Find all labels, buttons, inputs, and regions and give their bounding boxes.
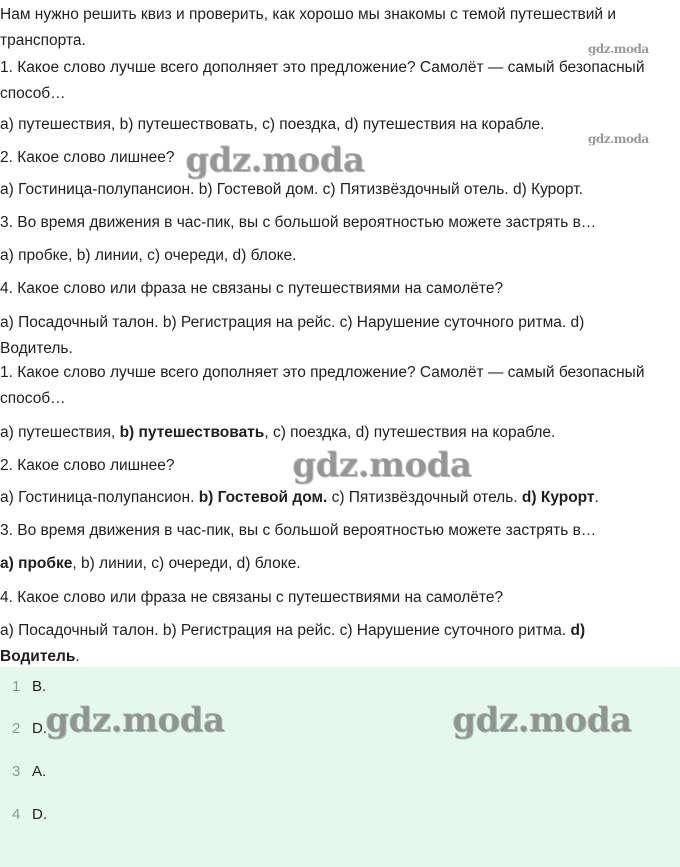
solved-question-3: 3. Во время движения в час-пик, вы с большой вероятностью можете застрять в…: [0, 522, 597, 539]
option-text: , b) линии, c) очереди, d) блоке.: [72, 555, 301, 572]
option-text: .: [75, 648, 80, 665]
option-text: c) Пятизвёздочный отель.: [327, 489, 522, 506]
watermark: gdz.moda: [45, 700, 225, 740]
correct-option: d) Курорт: [521, 489, 595, 506]
correct-option: Водитель: [0, 648, 76, 665]
answer-number: 1: [12, 678, 21, 695]
answer-row: [0, 674, 680, 700]
intro-line-2: транспорта.: [0, 32, 86, 49]
solved-question-1-options: [0, 420, 676, 446]
watermark: gdz.moda: [452, 700, 632, 740]
correct-option: b) Гостевой дом.: [198, 489, 328, 506]
question-3: 3. Во время движения в час-пик, вы с большой вероятностью можете застрять в…: [0, 214, 597, 231]
option-text: .: [594, 489, 599, 506]
option-text: a) путешествия,: [0, 424, 120, 441]
answer-text: D.: [32, 806, 47, 823]
question-4: 4. Какое слово или фраза не связаны с путешествиями на самолёте?: [0, 280, 504, 297]
question-1-line-1: 1. Какое слово лучше всего дополняет это предложение? Самолёт — самый безопасный: [0, 59, 645, 76]
question-1-options: a) путешествия, b) путешествовать, c) поездка, d) путешествия на корабле.: [0, 116, 545, 133]
answer-row: [0, 716, 680, 742]
question-2: 2. Какое слово лишнее?: [0, 149, 175, 166]
answer-number: 3: [12, 763, 21, 780]
question-3-options: a) пробке, b) линии, c) очереди, d) блоке.: [0, 247, 297, 264]
option-text: , c) поездка, d) путешествия на корабле.: [264, 424, 556, 441]
question-4-options-line-2: Водитель.: [0, 340, 73, 357]
solved-question-1-line-1: 1. Какое слово лучше всего дополняет это предложение? Самолёт — самый безопасный: [0, 364, 645, 381]
answers-block: [0, 667, 680, 867]
question-1-line-2: способ…: [0, 85, 66, 102]
question-2-options: a) Гостиница-полупансион. b) Гостевой дом. c) Пятизвёздочный отель. d) Курорт.: [0, 181, 583, 198]
option-text: a) Посадочный талон. b) Регистрация на рейс. c) Нарушение суточного ритма.: [0, 622, 571, 639]
correct-option: b) путешествовать: [119, 424, 265, 441]
answer-text: B.: [32, 678, 47, 695]
solved-question-4-options-line-1: [0, 618, 676, 644]
answer-row: [0, 802, 680, 828]
correct-option: a) пробке: [0, 555, 73, 572]
watermark: gdz.moda: [185, 140, 365, 180]
answer-text: D.: [32, 720, 47, 737]
solved-question-3-options: [0, 551, 676, 577]
answer-row: [0, 759, 680, 785]
correct-option: d): [570, 622, 586, 639]
option-text: a) Гостиница-полупансион.: [0, 489, 199, 506]
watermark: gdz.moda: [588, 132, 649, 146]
watermark: gdz.moda: [292, 445, 472, 485]
solved-question-2-options: [0, 485, 676, 511]
answer-number: 4: [12, 806, 21, 823]
watermark: gdz.moda: [588, 42, 649, 56]
question-4-options-line-1: a) Посадочный талон. b) Регистрация на рейс. c) Нарушение суточного ритма. d): [0, 314, 585, 331]
answer-number: 2: [12, 720, 21, 737]
intro-line-1: Нам нужно решить квиз и проверить, как хорошо мы знакомы с темой путешествий и: [0, 6, 617, 23]
solved-question-4: 4. Какое слово или фраза не связаны с путешествиями на самолёте?: [0, 589, 504, 606]
solved-question-1-line-2: способ…: [0, 390, 66, 407]
solved-question-2: 2. Какое слово лишнее?: [0, 457, 175, 474]
answer-text: A.: [32, 763, 47, 780]
